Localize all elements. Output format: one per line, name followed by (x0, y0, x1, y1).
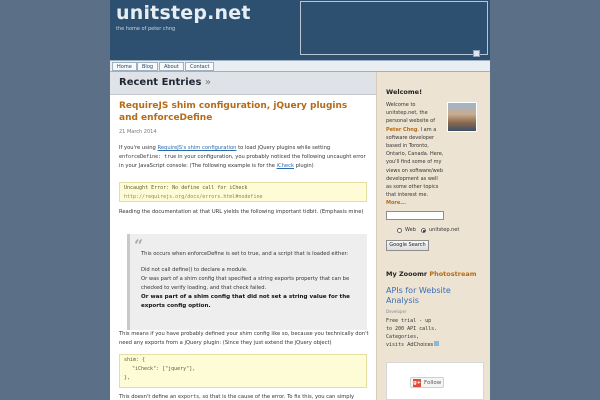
blockquote (127, 234, 367, 330)
follow-label: Follow (424, 380, 442, 386)
nav-contact[interactable]: Contact (185, 62, 214, 71)
adchoices-link[interactable]: AdChoices (407, 342, 434, 348)
photostream-link[interactable]: Photostream (429, 270, 477, 278)
p4-inline-code: exports (178, 394, 200, 400)
welcome-heading: Welcome! (386, 88, 423, 96)
site-tagline: the home of peter chng (116, 26, 176, 32)
adchoices-icon[interactable] (434, 341, 439, 346)
zooomr-heading-a: My Zooomr (386, 270, 430, 278)
quote-line-3: Or was part of a shim config that specified a string exports property that can be checked to verify loading, and that check failed. (141, 276, 350, 291)
code-line-3: }, (124, 375, 131, 381)
post-paragraph-2: Reading the documentation at that URL yields the following important tidbit. (Emphasis mine) (119, 209, 364, 215)
recent-entries-bar (110, 72, 376, 95)
p1-inline-code: enforceDefine: true (119, 154, 177, 160)
error-line: Uncaught Error: No define call for iCheck (124, 185, 248, 191)
welcome-text (386, 101, 486, 208)
site-title[interactable]: unitstep.net (116, 2, 251, 24)
requirejs-shim-link[interactable]: RequireJS's shim configuration (157, 145, 237, 151)
nav-blog[interactable]: Blog (137, 62, 158, 71)
ad-body (386, 317, 486, 349)
quote-line-1: This occurs when enforceDefine is set to true, and a script that is loaded either: (141, 251, 349, 257)
post-paragraph-4 (119, 393, 371, 400)
nav-home[interactable]: Home (112, 62, 137, 71)
error-code-box (119, 182, 367, 202)
code-line-2: "iCheck": ["jquery"], (132, 366, 196, 372)
welcome-text-a: Welcome to unitstep.net, the personal website of (386, 102, 435, 125)
p4-text-a: This doesn't define an (119, 394, 179, 400)
post-paragraph-3: This means if you have probably defined your shim config like so, because you technically don't need any exports from a jQuery plugin: (Since they just extend the jQuery object) (119, 331, 369, 346)
post-paragraph-1 (119, 144, 371, 171)
search-input[interactable] (386, 211, 444, 220)
radio-web-label: Web (405, 227, 416, 233)
gplus-follow-button[interactable] (410, 377, 444, 388)
p1-text-d: plugin) (293, 163, 314, 169)
ad-source: Developer (386, 309, 407, 314)
radio-site-label: unitstep.net (429, 227, 460, 233)
peter-chng-link[interactable]: Peter Chng (386, 126, 418, 133)
main-nav (110, 60, 490, 72)
post-title[interactable]: RequireJS shim configuration, jQuery plugins and enforceDefine (119, 101, 348, 123)
zooomr-heading (386, 270, 477, 278)
post-date: 21 March 2014 (119, 129, 157, 135)
ad-line-1: Free trial - up (386, 318, 432, 324)
main-content (110, 72, 376, 400)
gplus-icon: g+ (413, 380, 421, 386)
nav-about[interactable]: About (159, 62, 184, 71)
p1-text-b: to load jQuery plugins while setting (236, 145, 331, 151)
p4-text-b: , so that is the cause of the error. To fix this, you can simply (199, 394, 355, 400)
quote-line-2: Did not call define() to declare a module. (141, 267, 248, 273)
chevron-right-icon: » (204, 77, 212, 88)
radio-web[interactable] (397, 228, 402, 233)
p1-text-c: in your configuration, you probably noticed the following uncaught error in your JavaScript console: (The following example is for the (119, 154, 366, 169)
ad-title[interactable]: APIs for Website Analysis (386, 286, 451, 305)
sidebar (376, 72, 490, 400)
p1-text-a: If you're using (119, 145, 158, 151)
ad-line-4: visits (386, 342, 405, 348)
quote-line-4: Or was part of a shim config that did not set a string value for the exports config option. (141, 294, 350, 309)
radio-site[interactable] (421, 228, 426, 233)
ad-line-3: Categories, (386, 334, 420, 340)
code-line-1: shim: { (124, 357, 146, 363)
recent-entries-text: Recent Entries (119, 77, 202, 88)
error-url[interactable]: http://requirejs.org/docs/errors.html#nodefine (124, 194, 263, 200)
site-header (110, 0, 490, 60)
feed-icon[interactable] (473, 50, 480, 57)
quote-icon: “ (134, 236, 144, 255)
page-wrapper (110, 0, 490, 400)
header-photo-frame (300, 1, 488, 55)
icheck-link[interactable]: iCheck (276, 163, 294, 169)
ad-line-2: to 200 API calls. (386, 326, 438, 332)
welcome-text-b: . I am a software developer based in Toronto, Ontario, Canada. Here, you'll find some of my views on software/web development as well as some other topics that interest me. (386, 126, 444, 199)
google-search-button[interactable]: Google Search (386, 240, 429, 251)
shim-code-box (119, 354, 367, 388)
more-link[interactable]: More... (386, 200, 406, 207)
recent-entries-heading (119, 77, 211, 88)
